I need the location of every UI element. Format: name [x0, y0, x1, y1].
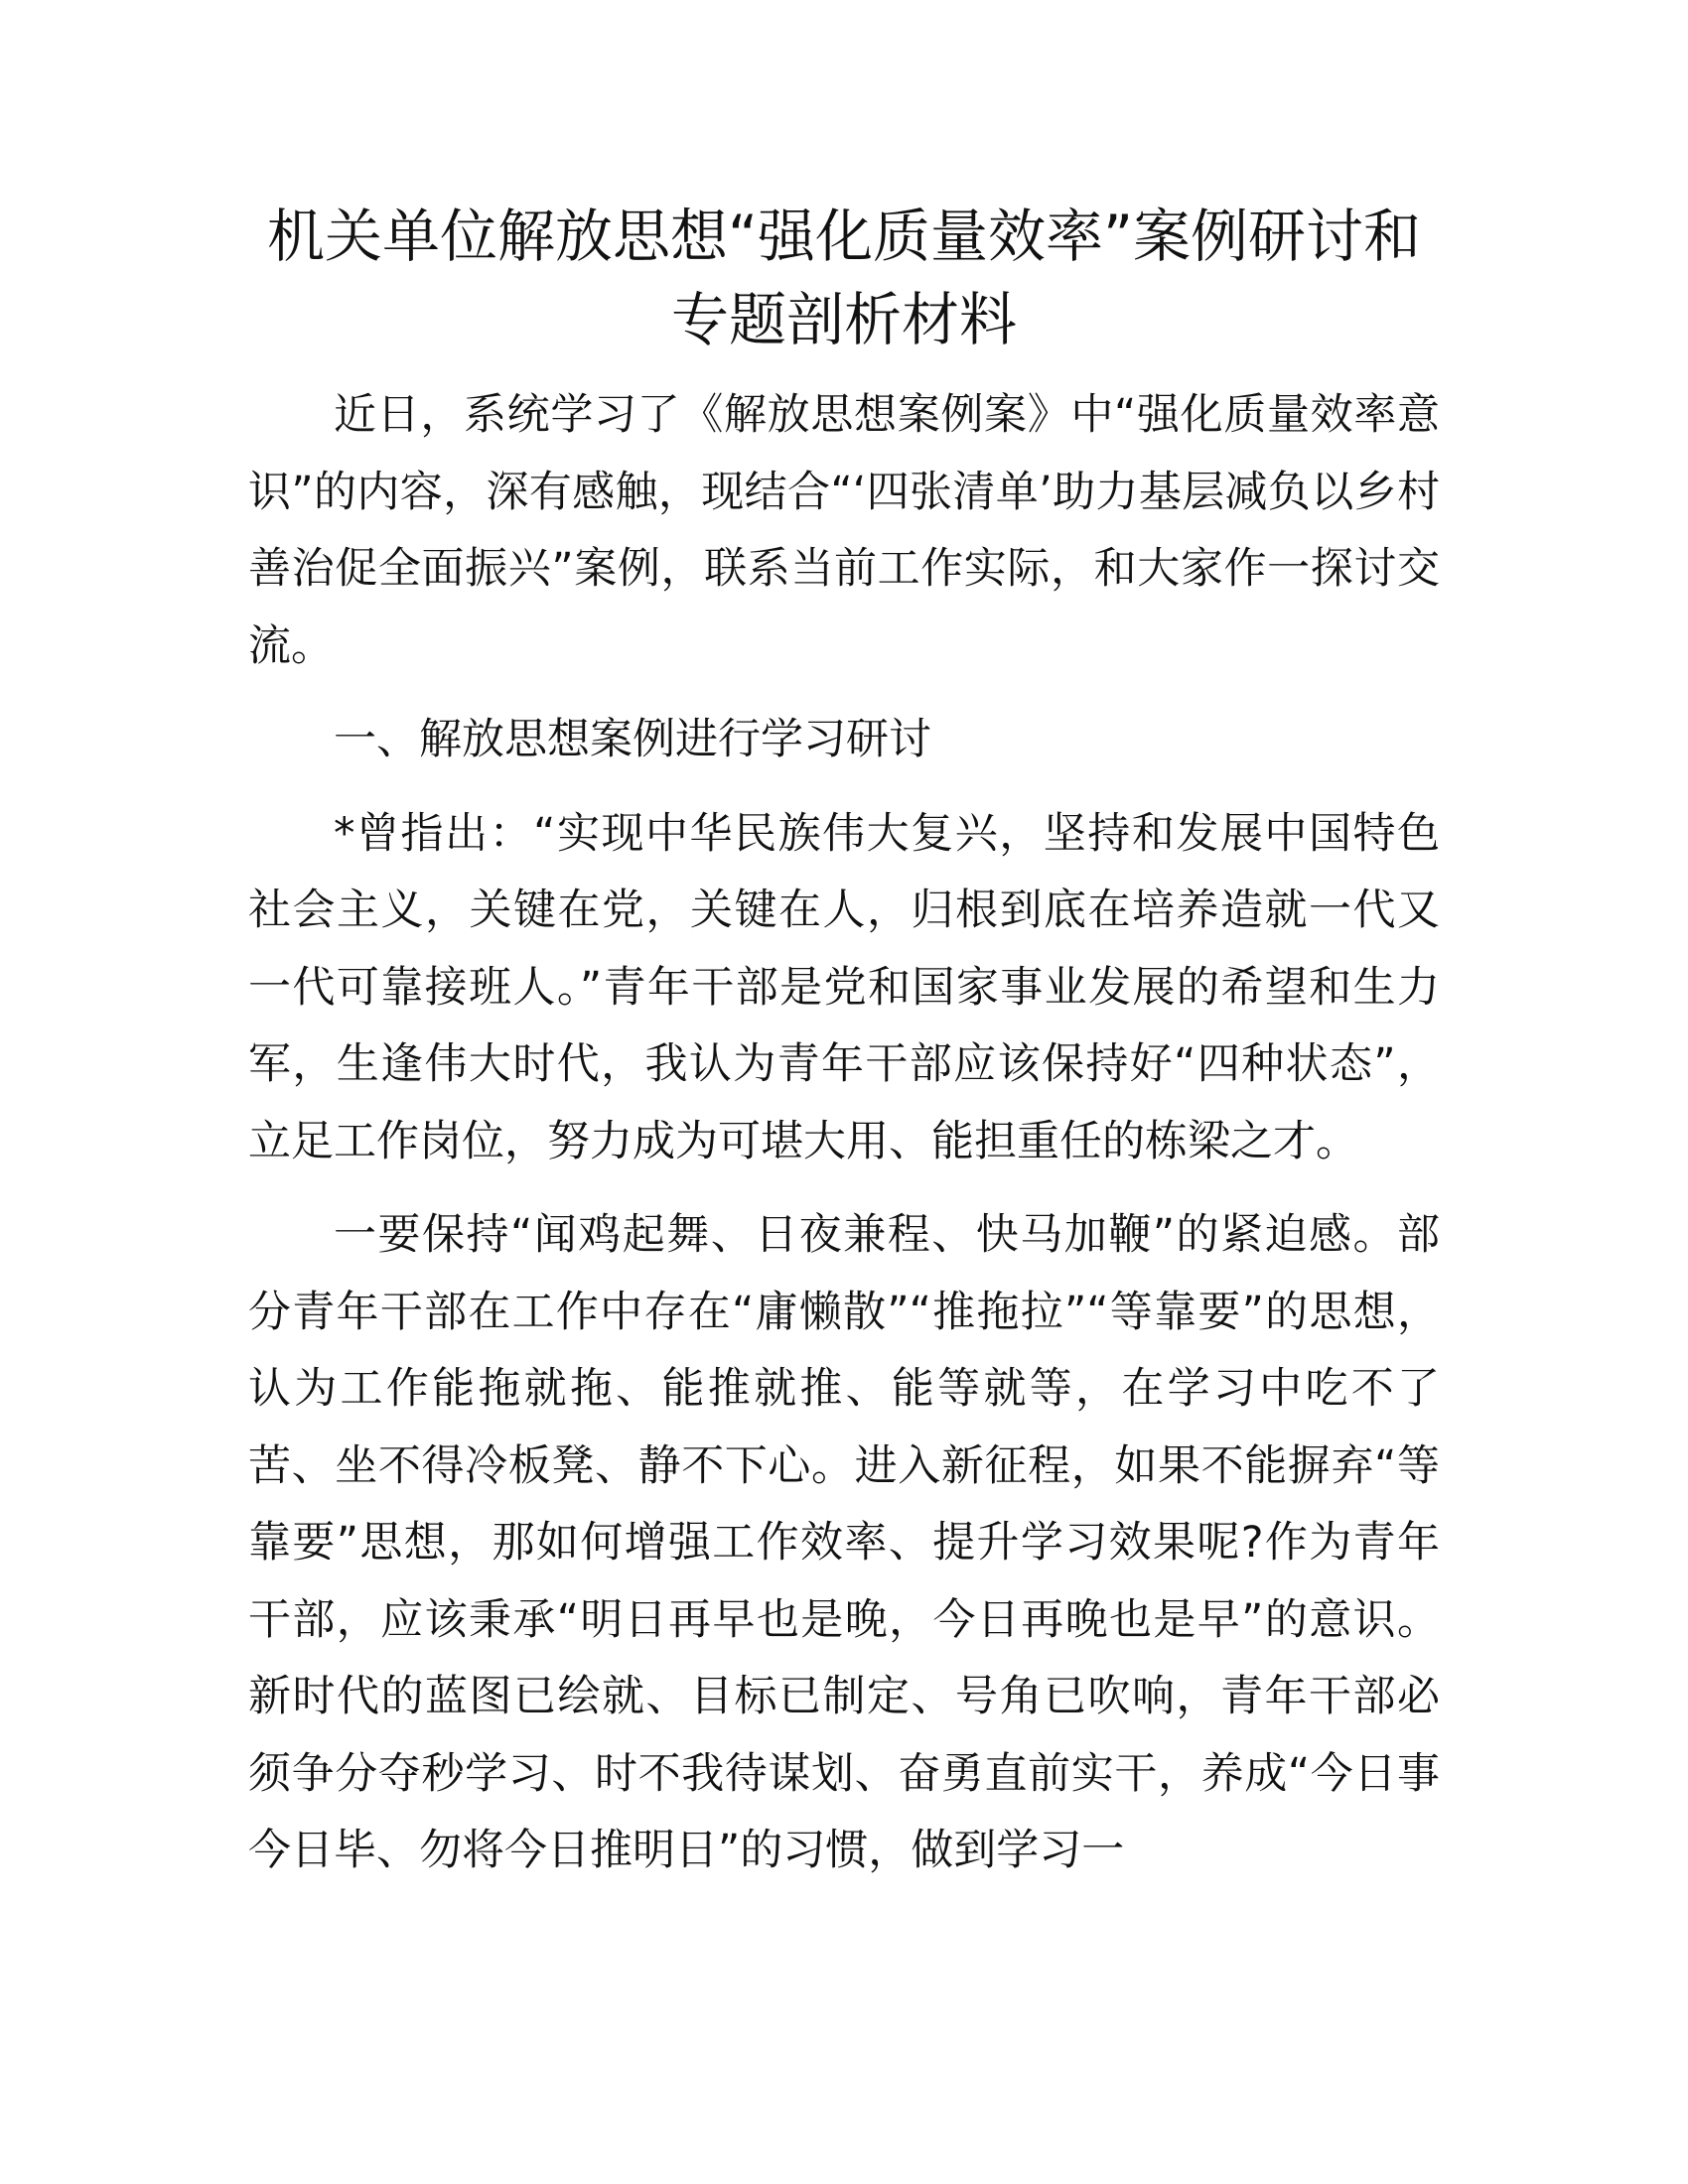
paragraph-quote: *曾指出：“实现中华民族伟大复兴，坚持和发展中国特色社会主义，关键在党，关键在人，归根到底在培养造就一代又一代可靠接班人。”青年干部是党和国家事业发展的希望和生力军，生逢伟大时代，我认为青年干部应该保持好“四种状态”，立足工作岗位，努力成为可堪大用、能担重任的栋梁之才。	[248, 808, 1440, 1166]
paragraph-urgency: 一要保持“闻鸡起舞、日夜兼程、快马加鞭”的紧迫感。部分青年干部在工作中存在“庸懒散”“推拖拉”“等靠要”的思想，认为工作能拖就拖、能推就推、能等就等，在学习中吃不了苦、坐不得冷板凳、静不下心。进入新征程，如果不能摒弃“等靠要”思想，那如何增强工作效率、提升学习效果呢?作为青年干部，应该秉承“明日再早也是晚，今日再晚也是早”的意识。新时代的蓝图已绘就、目标已制定、号角已吹响，青年干部必须争分夺秒学习、时不我待谋划、奋勇直前实干，养成“今日事今日毕、勿将今日推明日”的习惯，做到学习一	[248, 1210, 1440, 1875]
paragraph-intro: 近日，系统学习了《解放思想案例案》中“强化质量效率意识”的内容，深有感触，现结合“‘四张清单’助力基层减负以乡村善治促全面振兴”案例，联系当前工作实际，和大家作一探讨交流。	[248, 390, 1440, 671]
section-heading: 一、解放思想案例进行学习研讨	[334, 715, 931, 764]
document-body	[248, 377, 1440, 1907]
document-title: 机关单位解放思想“强化质量效率”案例研讨和专题剖析材料	[266, 203, 1422, 353]
